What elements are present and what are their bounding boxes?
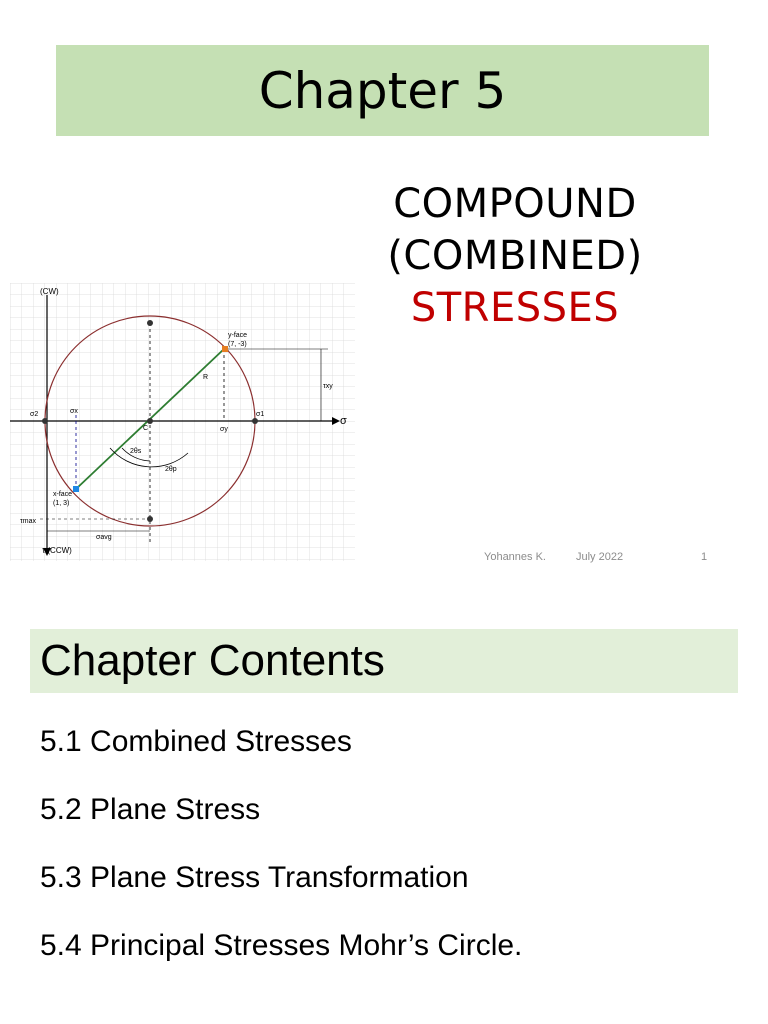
sigma2-point (42, 418, 48, 424)
contents-item: 5.1 Combined Stresses (40, 725, 352, 758)
footer-author: Yohannes K. (484, 551, 546, 563)
slide-subtitle (355, 178, 675, 334)
title-banner (56, 45, 709, 136)
center-point (147, 418, 153, 424)
y-face-coords: (7, -3) (228, 341, 247, 348)
subtitle-line-1: COMPOUND (393, 181, 637, 227)
radius-label: R (203, 374, 209, 381)
footer-page-number: 1 (701, 551, 708, 563)
contents-heading: Chapter Contents (40, 636, 385, 685)
subtitle-line-2: (COMBINED) (387, 233, 643, 279)
sigma-avg-label: σavg (96, 534, 112, 541)
axis-ccw-label: τ (CCW) (42, 546, 72, 555)
contents-list (40, 722, 522, 994)
center-label: C (143, 425, 149, 432)
footer-date: July 2022 (576, 551, 624, 563)
contents-item: 5.4 Principal Stresses Mohr’s Circle. (40, 929, 523, 962)
chapter-title: Chapter 5 (258, 61, 507, 120)
angle-p-label: 2θp (165, 466, 177, 473)
sigma-y-label: σy (220, 426, 228, 433)
y-face-label: y-face (228, 332, 248, 339)
bottom-point (147, 516, 153, 522)
axis-cw-label: (CW) (40, 287, 59, 296)
contents-item: 5.2 Plane Stress (40, 793, 261, 826)
x-face-point (73, 486, 79, 492)
sigma-axis-label: σ (340, 415, 347, 427)
contents-item: 5.3 Plane Stress Transformation (40, 861, 469, 894)
sigma1-point (252, 418, 258, 424)
sigma-x-label: σx (70, 408, 78, 415)
top-point (147, 320, 153, 326)
x-face-label: x-face (53, 491, 73, 498)
angle-s-label: 2θs (130, 448, 142, 455)
sigma1-label: σ1 (256, 411, 265, 418)
tau-max-label: τmax (20, 518, 36, 525)
subtitle-line-3: STRESSES (410, 285, 620, 331)
sigma2-label: σ2 (30, 411, 39, 418)
tau-xy-label: τxy (323, 383, 333, 390)
grid-background (10, 283, 355, 561)
x-face-coords: (1, 3) (53, 500, 70, 507)
contents-banner (30, 629, 738, 693)
mohr-circle-diagram (10, 283, 355, 561)
